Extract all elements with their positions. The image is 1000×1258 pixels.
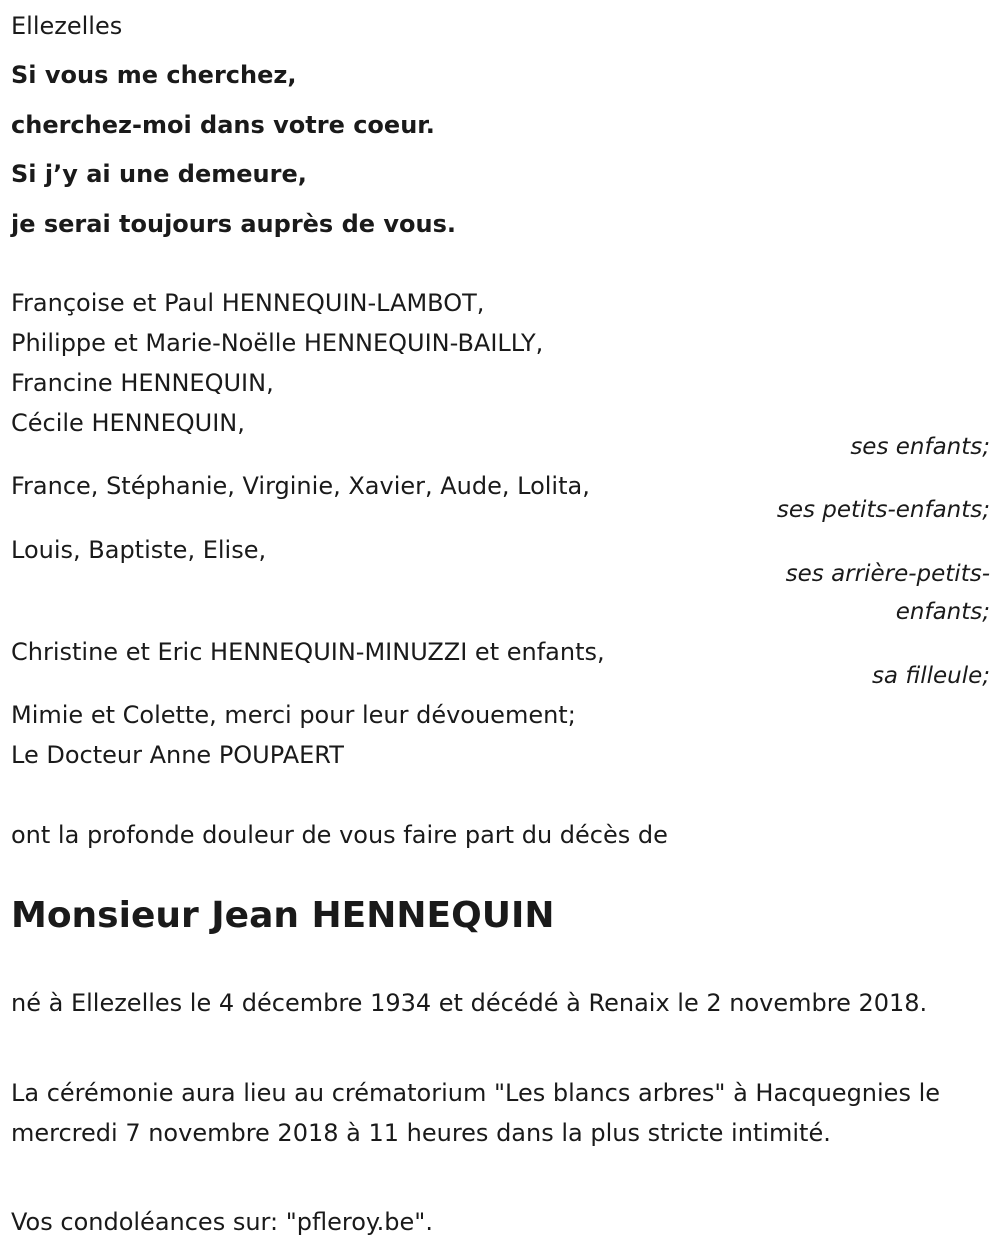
grandchildren-role: ses petits-enfants; bbox=[776, 497, 990, 523]
child-4: Cécile HENNEQUIN, bbox=[11, 409, 245, 437]
location-text: Ellezelles bbox=[11, 12, 123, 40]
poem-line-1: Si vous me cherchez, bbox=[11, 61, 297, 89]
poem-line-2: cherchez-moi dans votre coeur. bbox=[11, 111, 435, 139]
great-grandchildren-role-line-2: enfants; bbox=[895, 599, 990, 625]
announcement-text: ont la profonde douleur de vous faire part du décès de bbox=[11, 821, 668, 849]
poem-line-3: Si j’y ai une demeure, bbox=[11, 160, 307, 188]
ceremony-text: La cérémonie aura lieu au crématorium "Les blancs arbres" à Hacquegnies le mercredi 7 novembre 2018 à 11 heures dans la plus stricte intimité. bbox=[11, 1079, 941, 1147]
child-1: Françoise et Paul HENNEQUIN-LAMBOT, bbox=[11, 289, 485, 317]
great-grandchildren-role-line-1: ses arrière-petits- bbox=[785, 561, 990, 587]
deceased-name: Monsieur Jean HENNEQUIN bbox=[11, 895, 555, 936]
child-3: Francine HENNEQUIN, bbox=[11, 369, 274, 397]
child-2: Philippe et Marie-Noëlle HENNEQUIN-BAILLY, bbox=[11, 329, 544, 357]
children-role: ses enfants; bbox=[850, 434, 990, 460]
poem-line-4: je serai toujours auprès de vous. bbox=[11, 210, 457, 238]
birth-death-text: né à Ellezelles le 4 décembre 1934 et décédé à Renaix le 2 novembre 2018. bbox=[11, 989, 928, 1017]
thanks-line: Mimie et Colette, merci pour leur dévouement; bbox=[11, 701, 576, 729]
grandchildren-names: France, Stéphanie, Virginie, Xavier, Aude, Lolita, bbox=[11, 472, 590, 500]
condolences-text: Vos condoléances sur: "pfleroy.be". bbox=[11, 1208, 433, 1236]
great-grandchildren-names: Louis, Baptiste, Elise, bbox=[11, 536, 267, 564]
goddaughter-role: sa filleule; bbox=[871, 663, 990, 689]
doctor-line: Le Docteur Anne POUPAERT bbox=[11, 741, 344, 769]
goddaughter-names: Christine et Eric HENNEQUIN-MINUZZI et enfants, bbox=[11, 638, 605, 666]
